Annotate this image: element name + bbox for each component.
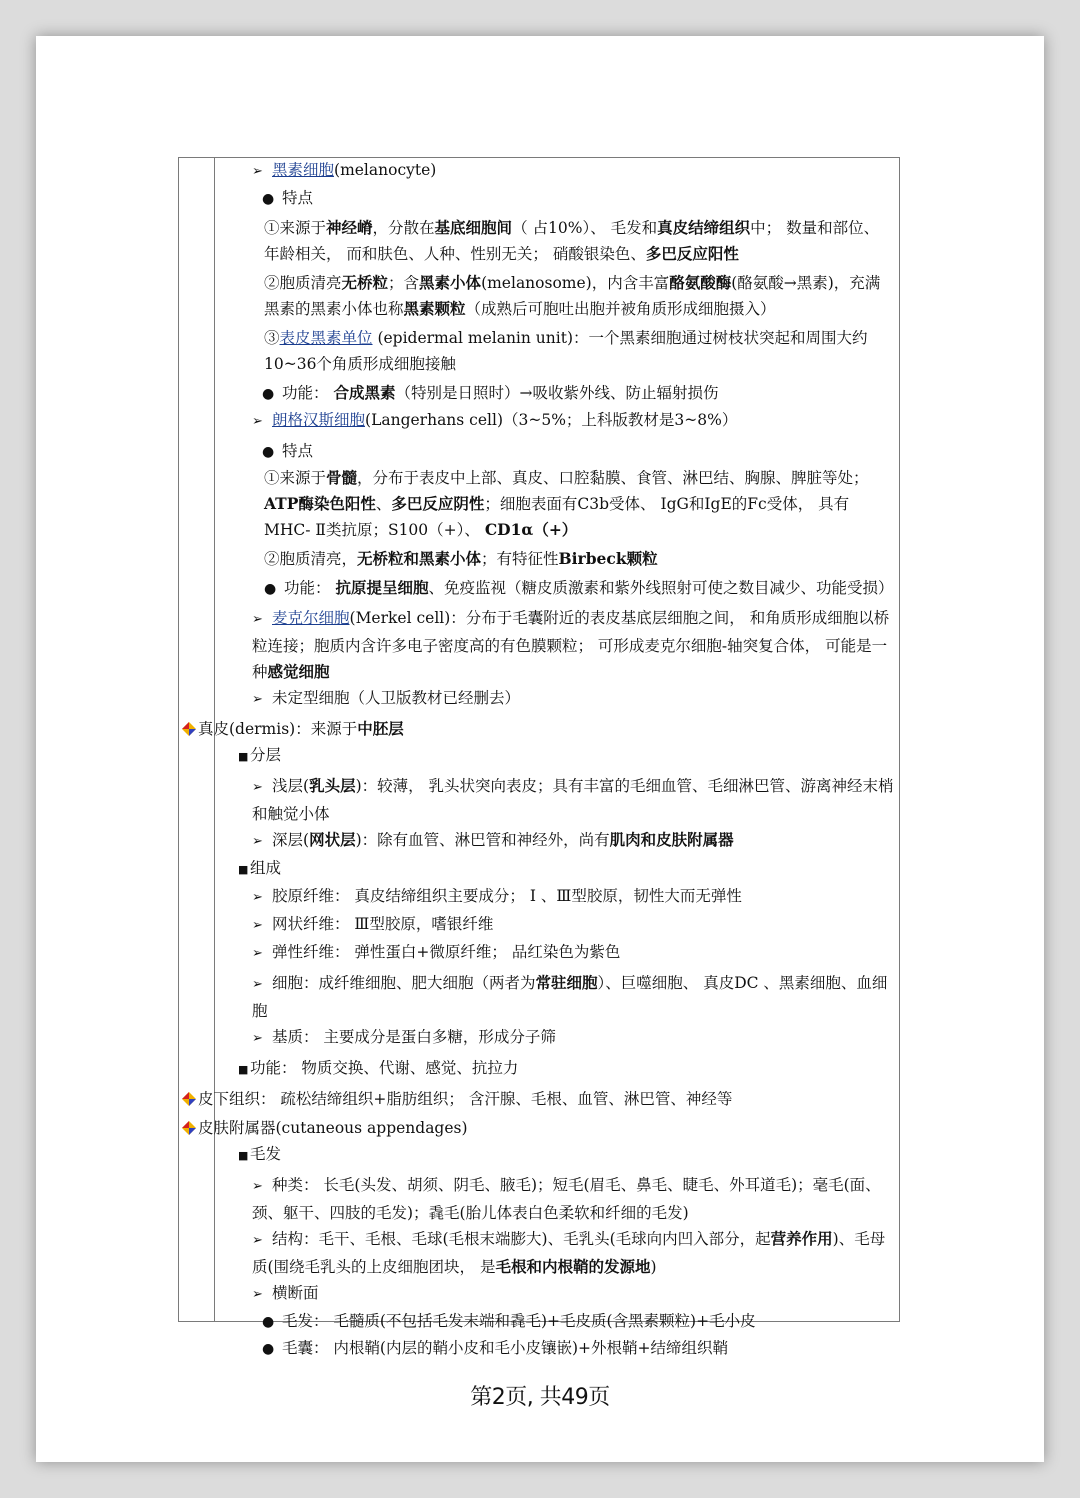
dermis-deep: ➢ 深层(网状层)：除有血管、淋巴管和神经外，尚有肌肉和皮肤附属器 — [178, 827, 898, 855]
melanocyte-p2: ②胞质清亮无桥粒；含黑素小体(melanosome)，内含丰富酪氨酸酶(酪氨酸→黑素)，充满黑素的黑素小体也称黑素颗粒（成熟后可胞吐出胞并被角质形成细胞摄入） — [264, 273, 881, 318]
hair-structure: ➢ 结构：毛干、毛根、毛球(毛根末端膨大)、毛乳头(毛球向内凹入部分，起营养作用)、毛母质(围绕毛乳头的上皮细胞团块， 是毛根和内根鞘的发源地) — [252, 1229, 886, 1276]
dermis-shallow: ➢ 浅层(乳头层)：较薄， 乳头状突向表皮；具有丰富的毛细血管、毛细淋巴管、游离神经末梢和触觉小体 — [252, 776, 894, 823]
langerhans-p2: ②胞质清亮，无桥粒和黑素小体；有特征性Birbeck颗粒 — [264, 549, 658, 568]
arrow-bullet-icon: ➢ — [252, 1233, 263, 1248]
dermis-cells: ➢ 细胞：成纤维细胞、肥大细胞（两者为常驻细胞）、巨噬细胞、 真皮DC 、黑素细胞、血细胞 — [252, 973, 888, 1020]
appendages-hair: ■ 毛发 — [178, 1141, 898, 1169]
langerhans-p1: ①来源于骨髓，分布于表皮中上部、真皮、口腔黏膜、食管、淋巴结、胸腺、脾脏等处；ATP酶染色阳性、多巴反应阴性；细胞表面有C3b受体、 IgG和IgE的Fc受体， 具有MHC- Ⅱ类抗原；S100（+）、 CD1α（+） — [264, 468, 869, 539]
dermis-collagen: ➢ 胶原纤维： 真皮结缔组织主要成分； Ⅰ 、Ⅲ型胶原，韧性大而无弹性 — [178, 883, 898, 911]
melanocyte-function: ● 功能： 合成黑素（特别是日照时）→吸收紫外线、防止辐射损伤 — [178, 380, 898, 407]
page-content — [178, 157, 898, 1362]
arrow-bullet-icon: ➢ — [252, 612, 263, 627]
melanocyte-feature: ● 特点 — [178, 185, 898, 212]
arrow-bullet-icon: ➢ — [252, 890, 263, 905]
subcutis: 皮下组织： 疏松结缔组织+脂肪组织； 含汗腺、毛根、血管、淋巴管、神经等 — [178, 1086, 898, 1112]
undetermined-cell: ➢ 未定型细胞（人卫版教材已经删去） — [178, 685, 898, 713]
arrow-bullet-icon: ➢ — [252, 1031, 263, 1046]
dermis-composition: ■ 组成 — [178, 855, 898, 883]
hair-cross-section: ➢ 横断面 — [178, 1280, 898, 1308]
langerhans-feature: ● 特点 — [178, 438, 898, 465]
dot-bullet-icon: ● — [262, 444, 275, 460]
melanocyte-p3: ③表皮黑素单位 (epidermal melanin unit)：一个黑素细胞通过树枝状突起和周围大约10~36个角质形成细胞接触 — [264, 329, 868, 373]
square-bullet-icon: ■ — [238, 1063, 249, 1076]
melanocyte-p1: ①来源于神经嵴，分散在基底细胞间（ 占10%）、 毛发和真皮结缔组织中； 数量和部位、年龄相关， 而和肤色、人种、性别无关； 硝酸银染色、多巴反应阳性 — [264, 218, 880, 263]
dermis-layers: ■ 分层 — [178, 742, 898, 770]
melanocyte-heading: ➢ 黑素细胞(melanocyte) — [178, 157, 898, 185]
arrow-bullet-icon: ➢ — [252, 414, 263, 429]
langerhans-heading: ➢ 朗格汉斯细胞(Langerhans cell)（3~5%；上科版教材是3~8%） — [178, 407, 898, 435]
arrow-bullet-icon: ➢ — [252, 1287, 263, 1302]
langerhans-link[interactable]: 朗格汉斯细胞 — [272, 411, 366, 429]
hair-types: ➢ 种类： 长毛(头发、胡须、阴毛、腋毛)；短毛(眉毛、鼻毛、睫毛、外耳道毛)；毫毛(面、颈、躯干、四肢的毛发)；毳毛(胎儿体表白色柔软和纤细的毛发) — [252, 1176, 881, 1222]
merkel-link[interactable]: 麦克尔细胞 — [272, 609, 350, 627]
epidermal-melanin-unit-link[interactable]: 表皮黑素单位 — [279, 329, 373, 347]
dermis-matrix: ➢ 基质： 主要成分是蛋白多糖，形成分子筛 — [178, 1024, 898, 1052]
melanocyte-link[interactable]: 黑素细胞 — [272, 161, 335, 179]
page-number: 第2页, 共49页 — [470, 1385, 610, 1410]
dermis-elastic: ➢ 弹性纤维： 弹性蛋白+微原纤维； 品红染色为紫色 — [178, 939, 898, 967]
arrow-bullet-icon: ➢ — [252, 918, 263, 933]
hair-follicle: ● 毛囊： 内根鞘(内层的鞘小皮和毛小皮镶嵌)+外根鞘+结缔组织鞘 — [178, 1335, 898, 1362]
dermis-function: ■ 功能： 物质交换、代谢、感觉、抗拉力 — [178, 1055, 898, 1083]
dot-bullet-icon: ● — [262, 1314, 275, 1330]
arrow-bullet-icon: ➢ — [252, 1179, 263, 1194]
arrow-bullet-icon: ➢ — [252, 780, 263, 795]
square-bullet-icon: ■ — [238, 750, 249, 763]
hair-shaft: ● 毛发： 毛髓质(不包括毛发末端和毳毛)+毛皮质(含黑素颗粒)+毛小皮 — [178, 1308, 898, 1335]
dot-bullet-icon: ● — [262, 191, 275, 207]
arrow-bullet-icon: ➢ — [252, 164, 263, 179]
diamond-bullet-icon — [182, 1121, 196, 1135]
dot-bullet-icon: ● — [264, 581, 277, 597]
arrow-bullet-icon: ➢ — [252, 946, 263, 961]
appendages-heading: 皮肤附属器(cutaneous appendages) — [178, 1115, 898, 1141]
square-bullet-icon: ■ — [238, 863, 249, 876]
dot-bullet-icon: ● — [262, 1341, 275, 1357]
arrow-bullet-icon: ➢ — [252, 692, 263, 707]
diamond-bullet-icon — [182, 722, 196, 736]
dermis-reticular: ➢ 网状纤维： Ⅲ型胶原，嗜银纤维 — [178, 911, 898, 939]
dermis-heading: 真皮(dermis)：来源于中胚层 — [178, 716, 898, 742]
diamond-bullet-icon — [182, 1092, 196, 1106]
arrow-bullet-icon: ➢ — [252, 977, 263, 992]
arrow-bullet-icon: ➢ — [252, 834, 263, 849]
merkel-paragraph: ➢ 麦克尔细胞(Merkel cell)：分布于毛囊附近的表皮基底层细胞之间， 和角质形成细胞以桥粒连接；胞质内含许多电子密度高的有色膜颗粒； 可形成麦克尔细胞-轴突复合体， 可能是一种感觉细胞 — [252, 609, 890, 681]
dot-bullet-icon: ● — [262, 386, 275, 402]
square-bullet-icon: ■ — [238, 1149, 249, 1162]
langerhans-function: ● 功能： 抗原提呈细胞、免疫监视（糖皮质激素和紫外线照射可使之数目减少、功能受损） — [178, 575, 894, 602]
